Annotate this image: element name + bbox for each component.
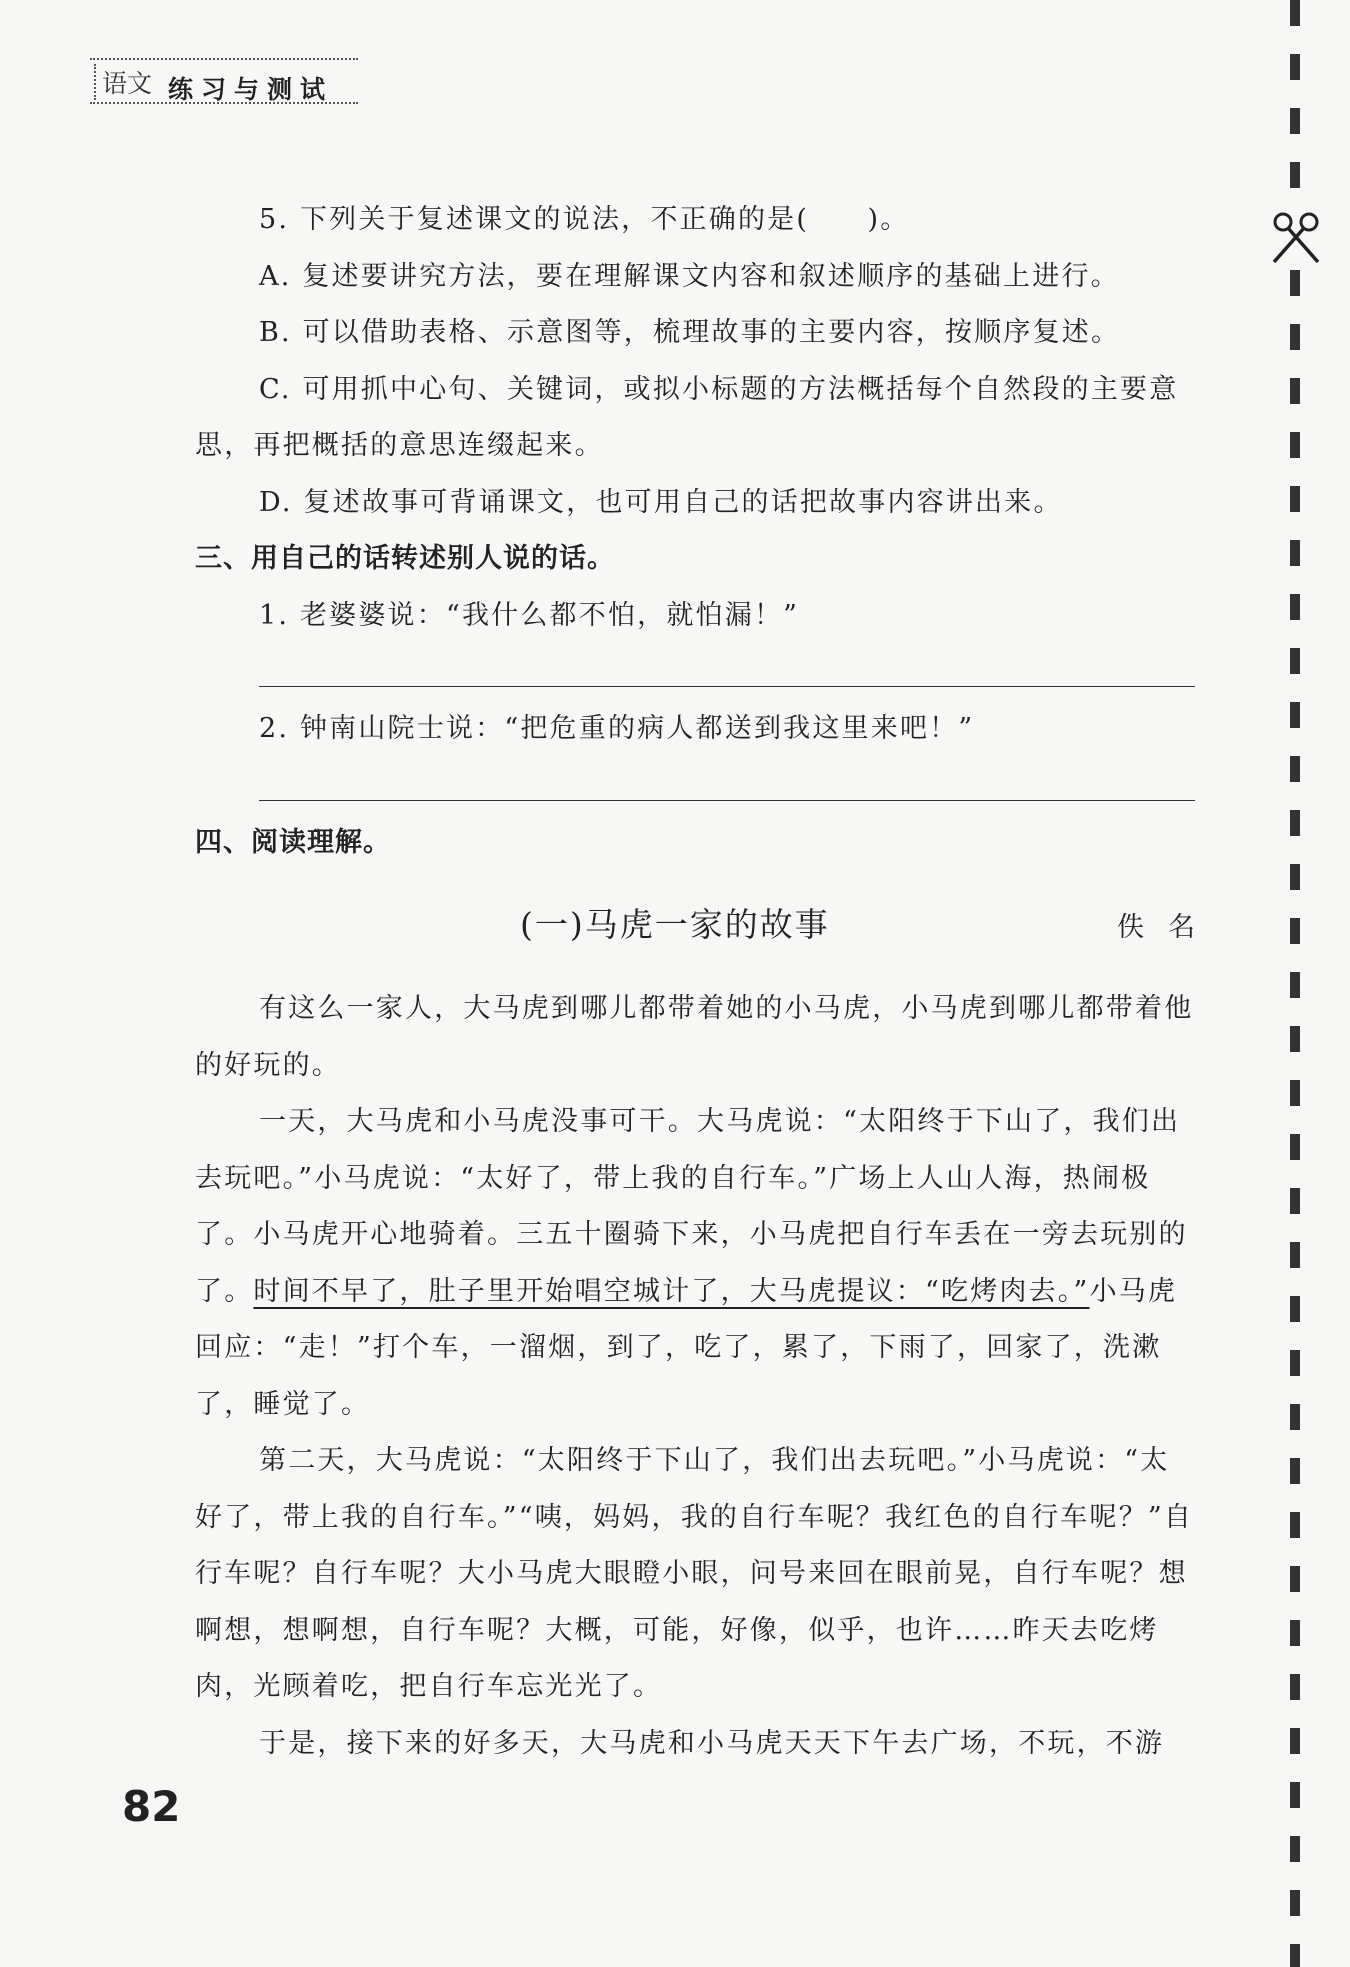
option-d: D. 复述故事可背诵课文，也可用自己的话把故事内容讲出来。 — [259, 486, 1063, 518]
question-5-stem: 5. 下列关于复述课文的说法，不正确的是( )。 — [259, 204, 910, 235]
article-paragraph-3: 第二天，大马虎说：“太阳终于下山了，我们出去玩吧。”小马虎说：“太好了，带上我的自行车。”“咦，妈妈，我的自行车呢？我红色的自行车呢？”自行车呢？自行车呢？大小马虎大眼瞪小眼，问号来回在眼前晃，自行车呢？想啊想，想啊想，自行车呢？大概，可能，好像，似乎，也许……昨天去吃烤肉，光顾着吃，把自行车忘光光了。 — [195, 1445, 1194, 1702]
page-number: 82 — [122, 1782, 181, 1831]
option-c: C. 可用抓中心句、关键词，或拟小标题的方法概括每个自然段的主要意思，再把概括的意思连缀起来。 — [195, 373, 1179, 461]
page-content — [195, 192, 1219, 1772]
scissors-icon — [1268, 210, 1324, 266]
header-subject: 语文 — [94, 64, 152, 100]
section-4-heading: 四、阅读理解。 — [195, 826, 391, 858]
article-paragraph-1: 有这么一家人，大马虎到哪儿都带着她的小马虎，小马虎到哪儿都带着他的好玩的。 — [195, 993, 1194, 1081]
paragraph-2-tail: 小马虎回应：“走！”打个车，一溜烟，到了，吃了，累了，下雨了，回家了，洗漱了，睡觉了。 — [195, 1275, 1178, 1420]
page-header — [90, 58, 358, 104]
quote-item-1: 1. 老婆婆说：“我什么都不怕，就怕漏！” — [259, 599, 800, 631]
option-b: B. 可以借助表格、示意图等，梳理故事的主要内容，按顺序复述。 — [259, 317, 1121, 348]
answer-line-1[interactable] — [259, 644, 1195, 687]
quote-item-2: 2. 钟南山院士说：“把危重的病人都送到我这里来吧！” — [259, 713, 975, 744]
article-paragraph-2 — [195, 1094, 1195, 1433]
section-3-heading: 三、用自己的话转述别人说的话。 — [195, 543, 615, 574]
underlined-sentence: 时间不早了，肚子里开始唱空城计了，大马虎提议：“吃烤肉去。” — [253, 1275, 1090, 1307]
article-title: (一)马虎一家的故事 — [520, 905, 830, 944]
header-book-title: 练习与测试 — [168, 75, 334, 104]
article-paragraph-4: 于是，接下来的好多天，大马虎和小马虎天天下午去广场，不玩，不游 — [259, 1727, 1165, 1759]
answer-line-2[interactable] — [259, 758, 1195, 801]
article-title-row — [195, 871, 1219, 981]
option-a: A. 复述要讲究方法，要在理解课文内容和叙述顺序的基础上进行。 — [259, 260, 1120, 292]
article-author: 佚名 — [1117, 912, 1219, 943]
cut-line — [1290, 0, 1300, 1967]
paragraph-2-text: 一天，大马虎和小马虎没事可干。大马虎说：“太阳终于下山了，我们出去玩吧。”小马虎说：“太好了，带上我的自行车。”广场上人山人海，热闹极了。小马虎开心地骑着。三五十圈骑下来，小马虎把自行车丢在一旁去玩别的了。 — [195, 1106, 1188, 1307]
header-box — [90, 58, 358, 104]
